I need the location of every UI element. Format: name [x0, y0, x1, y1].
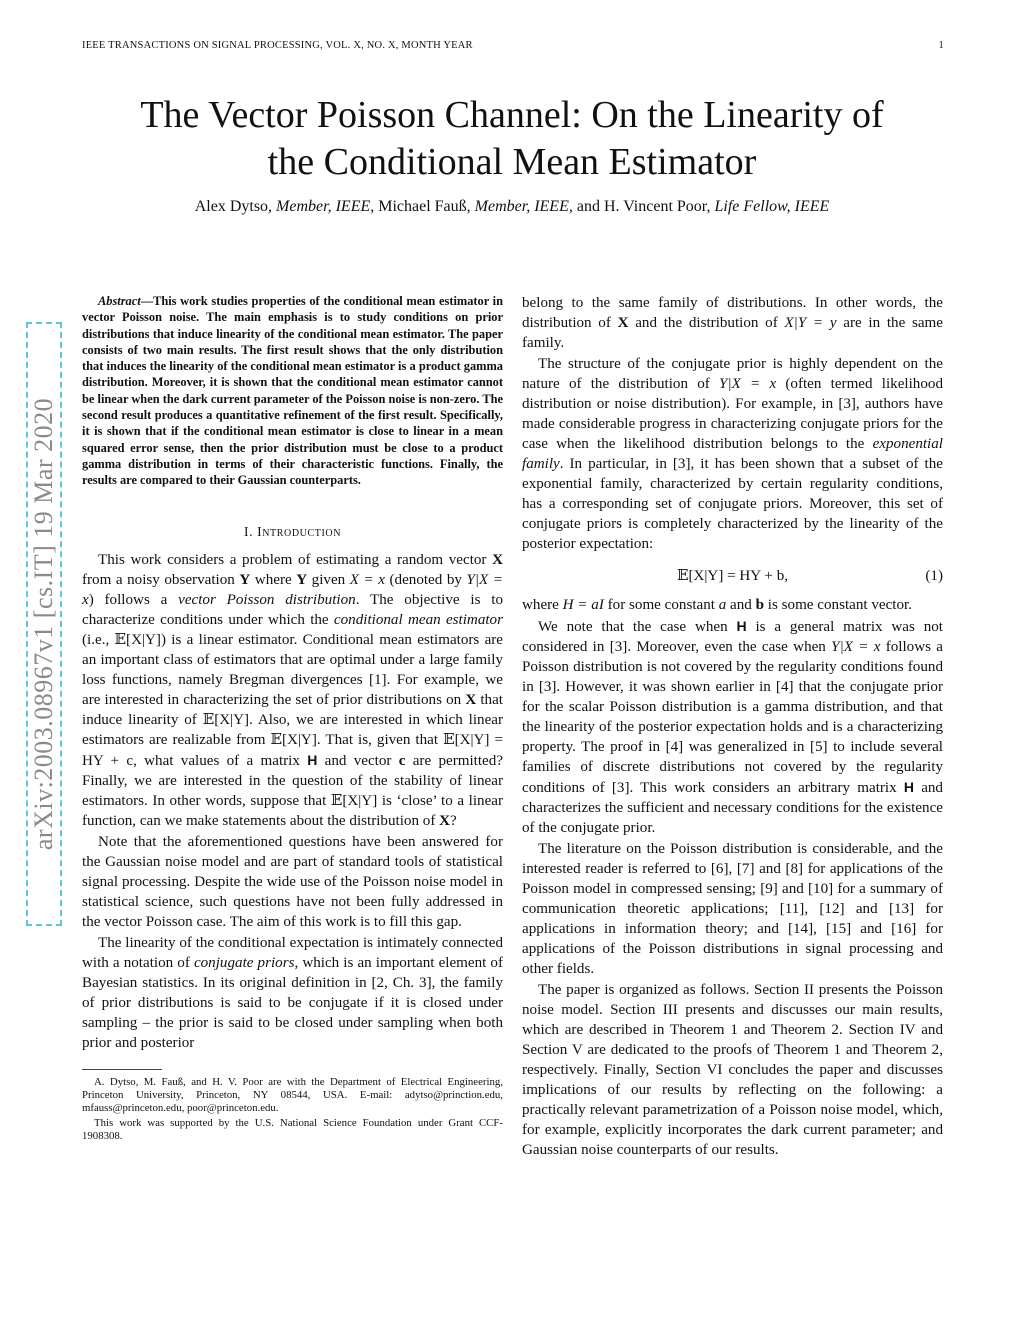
math-symbol: X — [492, 551, 503, 568]
emphasis: conjugate priors — [193, 954, 295, 971]
math-symbol: H — [736, 618, 747, 634]
journal-header: IEEE TRANSACTIONS ON SIGNAL PROCESSING, VOL. X, NO. X, MONTH YEAR — [82, 40, 473, 51]
math-expression: X|Y = y — [784, 315, 837, 331]
text-run: . In particular, in [3], it has been shown that a subset of the exponential family, characterized by certain regularity conditions, has a corresponding set of conjugate priors. Moreover, this set of conjugate priors is completely characterized by the linearity of the posterior expectation: — [522, 456, 943, 552]
math-expression: Y|X = x — [831, 639, 881, 655]
text-run: are permitted? Finally, we are interested in the question of the stability of linear estimators. In other words, suppose that — [82, 752, 503, 809]
math-expression: Y|X = x — [82, 571, 503, 608]
text-run: (denoted by — [384, 571, 467, 588]
math-symbol: X — [465, 691, 477, 708]
math-expression: Y|X = x — [719, 376, 777, 392]
math-expression: 𝔼[X|Y] — [330, 792, 378, 809]
page-number: 1 — [938, 40, 944, 51]
math-symbol: b — [755, 597, 765, 613]
text-run: for some constant — [603, 597, 719, 613]
title-line-2: the Conditional Mean Estimator — [267, 141, 757, 183]
left-column — [82, 293, 503, 1144]
text-run: . The objective is to characterize conditions under which the — [82, 591, 504, 628]
paper-title — [60, 92, 964, 186]
text-run: We note that the case when — [538, 619, 737, 635]
text-run: are in the same family. — [522, 315, 943, 351]
math-expression: H = aI — [562, 597, 604, 613]
text-run: that induce linearity of — [82, 691, 503, 728]
author-1-role: Member, IEEE, — [276, 198, 375, 215]
author-3-name: and H. Vincent Poor, — [576, 198, 711, 215]
equation-1 — [522, 561, 943, 593]
text-run: . That is, given that — [316, 731, 444, 748]
author-2-role: Member, IEEE, — [474, 198, 573, 215]
footnote-divider — [82, 1069, 162, 1070]
author-line — [60, 198, 964, 216]
text-run: follows a Poisson distribution is not covered by the regularity conditions found in [3]. However, it was shown earlier in [4] that the conjugate prior for the scalar Poisson distribution is a gamma distribution, and that the linearity of the posterior expectation holds and is a characterizing property. The proof in [4] was generalized in [5] to include several families of discrete distributions not covered by the regularity conditions of [3]. This work considers an arbitrary matrix — [522, 639, 943, 796]
intro-paragraph-2: Note that the aforementioned questions have been answered for the Gaussian noise model and are part of standard tools of statistical signal processing. Despite the wide use of the Poisson noise model in statistical science, such questions have not been fully addressed in the vector Poisson case. The aim of this work is to fill this gap. — [82, 833, 503, 930]
math-symbol: H — [307, 751, 318, 768]
math-symbol: a — [718, 597, 727, 613]
abstract-label: Abstract — [98, 294, 141, 308]
author-3-role: Life Fellow, IEEE — [714, 198, 830, 215]
section-title: Introduction — [257, 523, 342, 539]
title-line-1: The Vector Poisson Channel: On the Linearity of — [140, 94, 884, 136]
equation-expression: 𝔼[X|Y] = HY + b, — [676, 568, 789, 584]
text-run: , which is an important element of Bayesian statistics. In its original definition in [2, Ch. 3], the family of prior distributions is said to be conjugate if it is closed under sampling – the prior is said to be closed under sampling when both prior and posterior — [82, 954, 504, 1051]
text-run: ) is a linear estimator. Conditional mean estimators are an important class of estimators that are optimal under a large family loss functions, namely Bregman divergences [1]. For example, we are interested in characterizing the set of prior distributions on — [82, 631, 504, 708]
text-run: where — [250, 571, 297, 588]
intro-paragraph-6: The literature on the Poisson distribution is considerable, and the interested reader is referred to [6], [7] and [8] for applications of the Poisson model in compressed sensing; [9] and [10] for a summary of communication theoretic applications; [11], [12] and [13] for applications in information theory; and [14], [15] and [16] for applications of the Poisson distributions in signal processing and other fields. — [522, 841, 943, 977]
emphasis: conditional mean estimator — [333, 611, 503, 628]
section-heading-introduction — [82, 522, 503, 542]
text-run: This work considers a problem of estimating a random vector — [98, 551, 493, 568]
emphasis: exponential family — [522, 436, 943, 472]
text-run: (often termed likelihood distribution or noise distribution). For example, in [3], authors have made considerable progress in characterizing conjugate priors for the case when the likelihood distribution belongs to the — [522, 376, 943, 452]
intro-paragraph-5 — [522, 616, 943, 838]
right-column — [522, 293, 943, 1160]
running-header — [82, 40, 944, 51]
text-run: , what values of a matrix — [133, 752, 308, 769]
abstract — [82, 293, 503, 489]
text-run: The linearity of the conditional expectation is intimately connected with a notation of — [82, 934, 503, 971]
intro-paragraph-3 — [82, 933, 503, 1053]
text-run: where — [522, 597, 563, 613]
text-run: and — [726, 597, 756, 613]
text-run: ) follows a — [88, 591, 179, 608]
math-symbol: Y — [296, 571, 308, 588]
author-1-name: Alex Dytso, — [194, 198, 273, 215]
math-expression: 𝔼[X|Y] — [202, 711, 250, 728]
arxiv-identifier: arXiv:2003.08967v1 [cs.IT] 19 Mar 2020 — [29, 397, 58, 851]
text-run: The structure of the conjugate prior is highly dependent on the nature of the distribution of — [522, 356, 943, 392]
text-run: is a general matrix was not considered in [3]. Moreover, even the case when — [522, 619, 943, 655]
section-number: I. — [243, 523, 254, 539]
math-symbol: X — [439, 812, 451, 829]
text-run: ? — [450, 812, 457, 829]
equation-1-explanation — [522, 595, 943, 615]
intro-paragraph-4 — [522, 354, 943, 554]
math-expression: 𝔼[X|Y] — [114, 631, 161, 648]
text-run: and the distribution of — [628, 315, 785, 331]
text-run: belong to the same family of distributions. In other words, the distribution of — [522, 295, 943, 331]
text-run: is ‘close’ to a linear function, can we make statements about the distribution of — [82, 792, 503, 829]
intro-paragraph-7: The paper is organized as follows. Section II presents the Poisson noise model. Section III presents and discusses our main results, which are described in Theorem 1 and Theorem 2. Section IV and Section V are dedicated to the proofs of Theorem 1 and Theorem 2, respectively. Finally, Section VI concludes the paper and discusses implications of our results by reflecting on the following: a practically relevant parametrization of a Poisson noise model, which, for example, explicitly incorporates the dark current parameter; and Gaussian noise counterparts of our results. — [522, 982, 943, 1158]
math-expression: 𝔼[X|Y] = HY + c — [82, 731, 503, 769]
math-expression: X = x — [349, 571, 385, 588]
text-run: (i.e., — [82, 631, 115, 648]
math-symbol: c — [398, 752, 406, 769]
math-symbol: H — [903, 779, 914, 795]
math-expression: 𝔼[X|Y] — [270, 731, 317, 748]
text-run: from a noisy observation — [82, 571, 240, 588]
math-symbol: Y — [239, 571, 251, 588]
author-2-name: Michael Fauß, — [378, 198, 471, 215]
math-symbol: X — [617, 315, 629, 331]
text-run: and vector — [317, 752, 399, 769]
text-run: given — [307, 571, 350, 588]
text-run: is some constant vector. — [764, 597, 913, 613]
emphasis: vector Poisson distribution — [178, 591, 356, 608]
intro-paragraph-1 — [82, 550, 503, 831]
abstract-text: —This work studies properties of the conditional mean estimator in vector Poisson noise. The main emphasis is to study conditions on prior distributions that induce linearity of the conditional mean estimator. The paper consists of two main results. The first result shows that the only distribution that induces the linearity of the conditional mean estimator is a product gamma distribution. Moreover, it is shown that the conditional mean estimator cannot be linear when the dark current parameter of the Poisson noise is non-zero. The second result produces a quantitative refinement of the first result. Specifically, it is shown that if the conditional mean estimator is close to linear in a mean squared error sense, then the prior distribution must be close to a product gamma distribution in terms of their characteristic functions. Finally, the results are compared to their Gaussian counterparts. — [82, 294, 503, 488]
text-run: . Also, we are interested in which linear estimators are realizable from — [82, 711, 504, 748]
equation-number: (1) — [925, 568, 943, 584]
intro-paragraph-3-continued — [522, 293, 943, 353]
text-run: and characterizes the sufficient and necessary conditions for the existence of the conjugate prior. — [522, 780, 943, 836]
footnote-funding: This work was supported by the U.S. National Science Foundation under Grant CCF-1908308. — [82, 1117, 503, 1143]
footnote-affiliation: A. Dytso, M. Fauß, and H. V. Poor are with the Department of Electrical Engineering, Princeton University, Princeton, NY 08544, USA. E-mail: adytso@prinction.edu, mfauss@princeton.edu, poor@princeton.edu. — [82, 1075, 503, 1114]
